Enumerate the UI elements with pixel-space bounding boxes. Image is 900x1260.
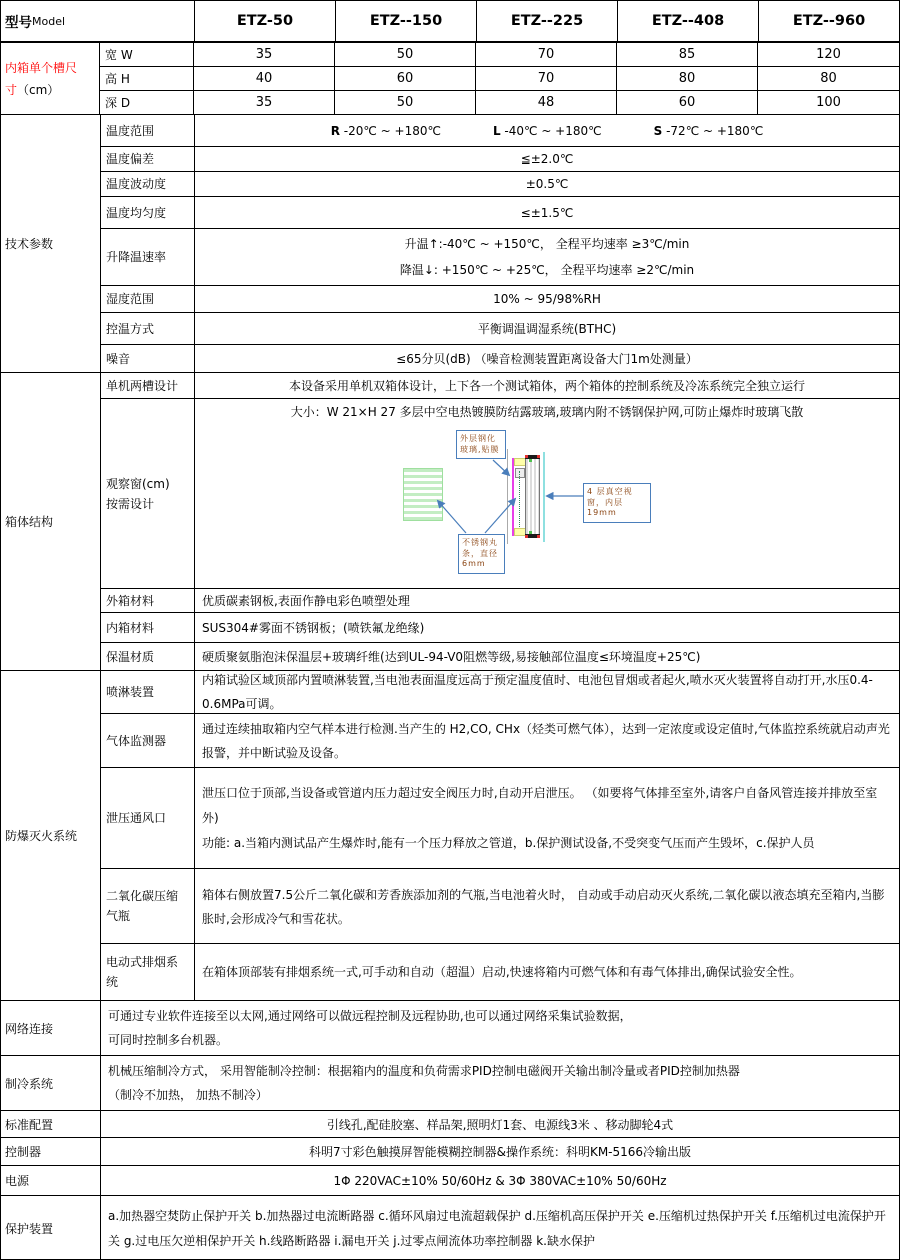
callout-vacuum-window: 4 层真空视窗，内层 19mm (583, 483, 651, 523)
spray-device-label: 喷淋装置 (101, 671, 195, 713)
model-col-etz960: ETZ--960 (792, 13, 866, 29)
model-col-etz150: ETZ--150 (336, 1, 477, 41)
ramp-up-line: 升温↑:-40℃ ~ +150℃， 全程平均速率 ≥3℃/min (404, 237, 690, 251)
pressure-vent-text-2: 功能: a.当箱内测试品产生爆炸时,能有一个压力释放之管道，b.保护测试设备,不受突变气压而产生毁坏，c.保护人员 (202, 835, 815, 850)
temp-fluctuation-label: 温度波动度 (101, 172, 195, 196)
noise-label: 噪音 (101, 345, 195, 372)
row-dual-chamber (101, 373, 899, 399)
callout-outer-glass: 外层钢化玻璃,贴膜 (456, 430, 506, 459)
row-noise (101, 345, 899, 372)
row-temp-uniformity (101, 197, 899, 229)
row-cooling (1, 1056, 899, 1111)
grade-r: R (330, 123, 340, 138)
controller-text: 科明7寸彩色触摸屏智能模糊控制器&操作系统：科明KM-5166冷输出版 (308, 1145, 692, 1159)
row-insulation (101, 643, 899, 670)
row-gas-monitor (101, 714, 899, 768)
model-col-etz408: ETZ--408 (618, 1, 759, 41)
row-humidity (101, 286, 899, 313)
noise-value: ≤65分贝(dB) （噪音检测装置距离设备大门1m处测量） (396, 352, 698, 366)
gas-monitor-label: 气体监测器 (101, 714, 195, 767)
width-value: 85 (617, 43, 758, 66)
row-ramp-rate (101, 229, 899, 286)
grade-s: S (653, 123, 663, 138)
network-label: 网络连接 (1, 1001, 101, 1055)
standard-config-label: 标准配置 (1, 1111, 101, 1137)
row-temp-fluctuation (101, 172, 899, 197)
width-value: 70 (476, 43, 617, 66)
depth-value: 48 (476, 91, 617, 114)
depth-value: 50 (335, 91, 476, 114)
viewing-window-label: 观察窗(cm) 按需设计 (101, 399, 195, 588)
dual-chamber-label: 单机两槽设计 (101, 373, 195, 398)
cooling-text-1: 机械压缩制冷方式， 采用智能制冷控制：根据箱内的温度和负荷需求PID控制电磁阀开关输出制冷量或者PID控制加热器 (108, 1064, 740, 1078)
height-value: 40 (194, 67, 335, 90)
window-size-text: 大小：W 21×H 27 多层中空电热镀膜防结露玻璃,玻璃内附不锈钢保护网,可防止爆炸时玻璃飞散 (290, 405, 804, 419)
temp-deviation-value: ≦±2.0℃ (520, 152, 574, 166)
row-height (100, 67, 899, 91)
depth-value: 60 (617, 91, 758, 114)
row-controller (1, 1138, 899, 1166)
section-tech-params (1, 115, 899, 373)
grade-l: L (492, 123, 501, 138)
row-spray-device (101, 671, 899, 714)
cooling-text-2: （制冷不加热， 加热不制冷） (108, 1088, 268, 1102)
height-value: 80 (617, 67, 758, 90)
temp-fluctuation-value: ±0.5℃ (525, 177, 569, 191)
dual-chamber-text: 本设备采用单机双箱体设计，上下各一个测试箱体，两个箱体的控制系统及冷冻系统完全独立运行 (288, 379, 805, 393)
row-label-width: 宽 W (100, 43, 194, 66)
width-value: 120 (816, 47, 841, 62)
model-header-cell (1, 1, 195, 41)
protection-text: a.加热器空焚防止保护开关 b.加热器过电流断路器 c.循环风扇过电流超载保护 d.压缩机高压保护开关 e.压缩机过热保护开关 f.压缩机过电流保护开关 g.过电压欠逆相保护开关 h.线路断路器 i.漏电开关 j.过零点闸流体功率控制器 k.缺水保护 (108, 1208, 886, 1248)
controller-label: 控制器 (1, 1138, 101, 1165)
row-temp-range (101, 115, 899, 147)
header-row (1, 1, 899, 43)
section-label-fire: 防爆灭火系统 (1, 671, 101, 1000)
row-temp-deviation (101, 147, 899, 172)
depth-value: 35 (194, 91, 335, 114)
viewing-window-content (195, 399, 899, 588)
dims-label-line1: 内箱单个槽尺 (5, 60, 78, 75)
humidity-label: 湿度范围 (101, 286, 195, 312)
row-viewing-window (101, 399, 899, 589)
section-fire-protection (1, 671, 899, 1001)
inner-material-text: SUS304#雾面不锈钢板；(喷铁氟龙绝缘) (202, 620, 425, 635)
temp-uniformity-value: ≤±1.5℃ (520, 205, 574, 220)
network-text-2: 可同时控制多台机器。 (108, 1033, 229, 1047)
power-text: 1Φ 220VAC±10% 50/60Hz & 3Φ 380VAC±10% 50/60Hz (333, 1173, 667, 1188)
smoke-exhaust-label: 电动式排烟系 统 (101, 944, 195, 1000)
co2-cylinder-text: 箱体右侧放置7.5公斤二氧化碳和芳香族添加剂的气瓶,当电池着火时， 自动或手动启动灭火系统,二氧化碳以液态填充至箱内,当膨胀时,会形成冷气和雪花状。 (202, 888, 885, 926)
humidity-value: 10% ~ 95/98%RH (493, 292, 601, 306)
temp-uniformity-label: 温度均匀度 (101, 197, 195, 228)
depth-value: 100 (816, 95, 841, 110)
height-value: 60 (335, 67, 476, 90)
diagram-arrows (195, 399, 900, 589)
row-width (100, 43, 899, 67)
row-standard-config (1, 1111, 899, 1138)
row-temp-control (101, 313, 899, 345)
insulation-label: 保温材质 (101, 643, 195, 670)
section-cabinet-structure (1, 373, 899, 671)
height-value: 70 (476, 67, 617, 90)
range-l: -40℃ ~ +180℃ (500, 123, 602, 138)
row-power (1, 1166, 899, 1196)
row-depth (100, 91, 899, 114)
inner-material-label: 内箱材料 (101, 613, 195, 642)
row-co2-cylinder (101, 869, 899, 944)
smoke-exhaust-text: 在箱体顶部装有排烟系统一式,可手动和自动（超温）启动,快速将箱内可燃气体和有毒气体排出,确保试验安全性。 (202, 965, 802, 979)
model-col-etz50: ETZ-50 (195, 1, 336, 41)
gas-monitor-text: 通过连续抽取箱内空气样本进行检测.当产生的 H2,CO, CHx（烃类可燃气体），达到一定浓度或设定值时,气体监控系统就启动声光报警，并中断试验及设备。 (202, 721, 890, 760)
range-s: -72℃ ~ +180℃ (662, 123, 764, 138)
callout-steel-wire: 不锈钢丸条，直径 6mm (458, 534, 505, 574)
insulation-text: 硬质聚氨脂泡沫保温层+玻璃纤维(达到UL-94-V0阻燃等级,易接触部位温度≤环境温度+25℃) (202, 649, 701, 664)
model-label: 型号 (5, 15, 32, 31)
temp-range-values (195, 115, 899, 146)
section-dimensions (1, 43, 899, 115)
section-label-structure: 箱体结构 (1, 373, 101, 670)
protection-label: 保护装置 (1, 1196, 101, 1260)
power-label: 电源 (1, 1166, 101, 1195)
outer-material-label: 外箱材料 (101, 589, 195, 612)
dims-unit: （cm） (17, 82, 60, 97)
height-value: 80 (820, 71, 837, 86)
row-outer-material (101, 589, 899, 613)
range-r: -20℃ ~ +180℃ (339, 123, 441, 138)
section-label-dimensions (1, 43, 100, 114)
row-protection (1, 1196, 899, 1260)
width-value: 50 (335, 43, 476, 66)
cooling-label: 制冷系统 (1, 1056, 101, 1110)
ramp-down-line: 降温↓: +150℃ ~ +25℃， 全程平均速率 ≥2℃/min (399, 263, 695, 277)
co2-cylinder-label: 二氧化碳压缩 气瓶 (101, 869, 195, 943)
row-label-depth: 深 D (100, 91, 194, 114)
row-label-height: 高 H (100, 67, 194, 90)
temp-range-label: 温度范围 (101, 115, 195, 146)
spray-device-text: 内箱试验区域顶部内置喷淋装置,当电池表面温度远高于预定温度值时、电池包冒烟或者起火,喷水灭火装置将自动打开,水压0.4-0.6MPa可调。 (202, 673, 873, 711)
section-label-tech: 技术参数 (1, 115, 101, 372)
temp-control-value: 平衡调温调湿系统(BTHC) (477, 322, 617, 336)
network-text-1: 可通过专业软件连接至以太网,通过网络可以做远程控制及远程协助,也可以通过网络采集试验数据， (108, 1009, 632, 1023)
temp-control-label: 控温方式 (101, 313, 195, 344)
model-col-etz225: ETZ--225 (477, 1, 618, 41)
pressure-vent-label: 泄压通风口 (101, 768, 195, 868)
temp-deviation-label: 温度偏差 (101, 147, 195, 171)
ramp-rate-label: 升降温速率 (101, 229, 195, 285)
row-pressure-vent (101, 768, 899, 869)
outer-material-text: 优质碳素钢板,表面作静电彩色喷塑处理 (202, 593, 410, 608)
row-smoke-exhaust (101, 944, 899, 1000)
row-network (1, 1001, 899, 1056)
model-label-en: Model (32, 14, 66, 28)
standard-config-text: 引线孔,配硅胶塞、样品架,照明灯1套、电源线3米 、移动脚轮4式 (326, 1117, 674, 1132)
pressure-vent-text-1: 泄压口位于顶部,当设备或管道内压力超过安全阀压力时,自动开启泄压。 （如要将气体排至室外,请客户自备风管连接并排放至室外) (202, 785, 878, 825)
width-value: 35 (194, 43, 335, 66)
row-inner-material (101, 613, 899, 643)
dims-label-line2: 寸 (5, 82, 18, 97)
